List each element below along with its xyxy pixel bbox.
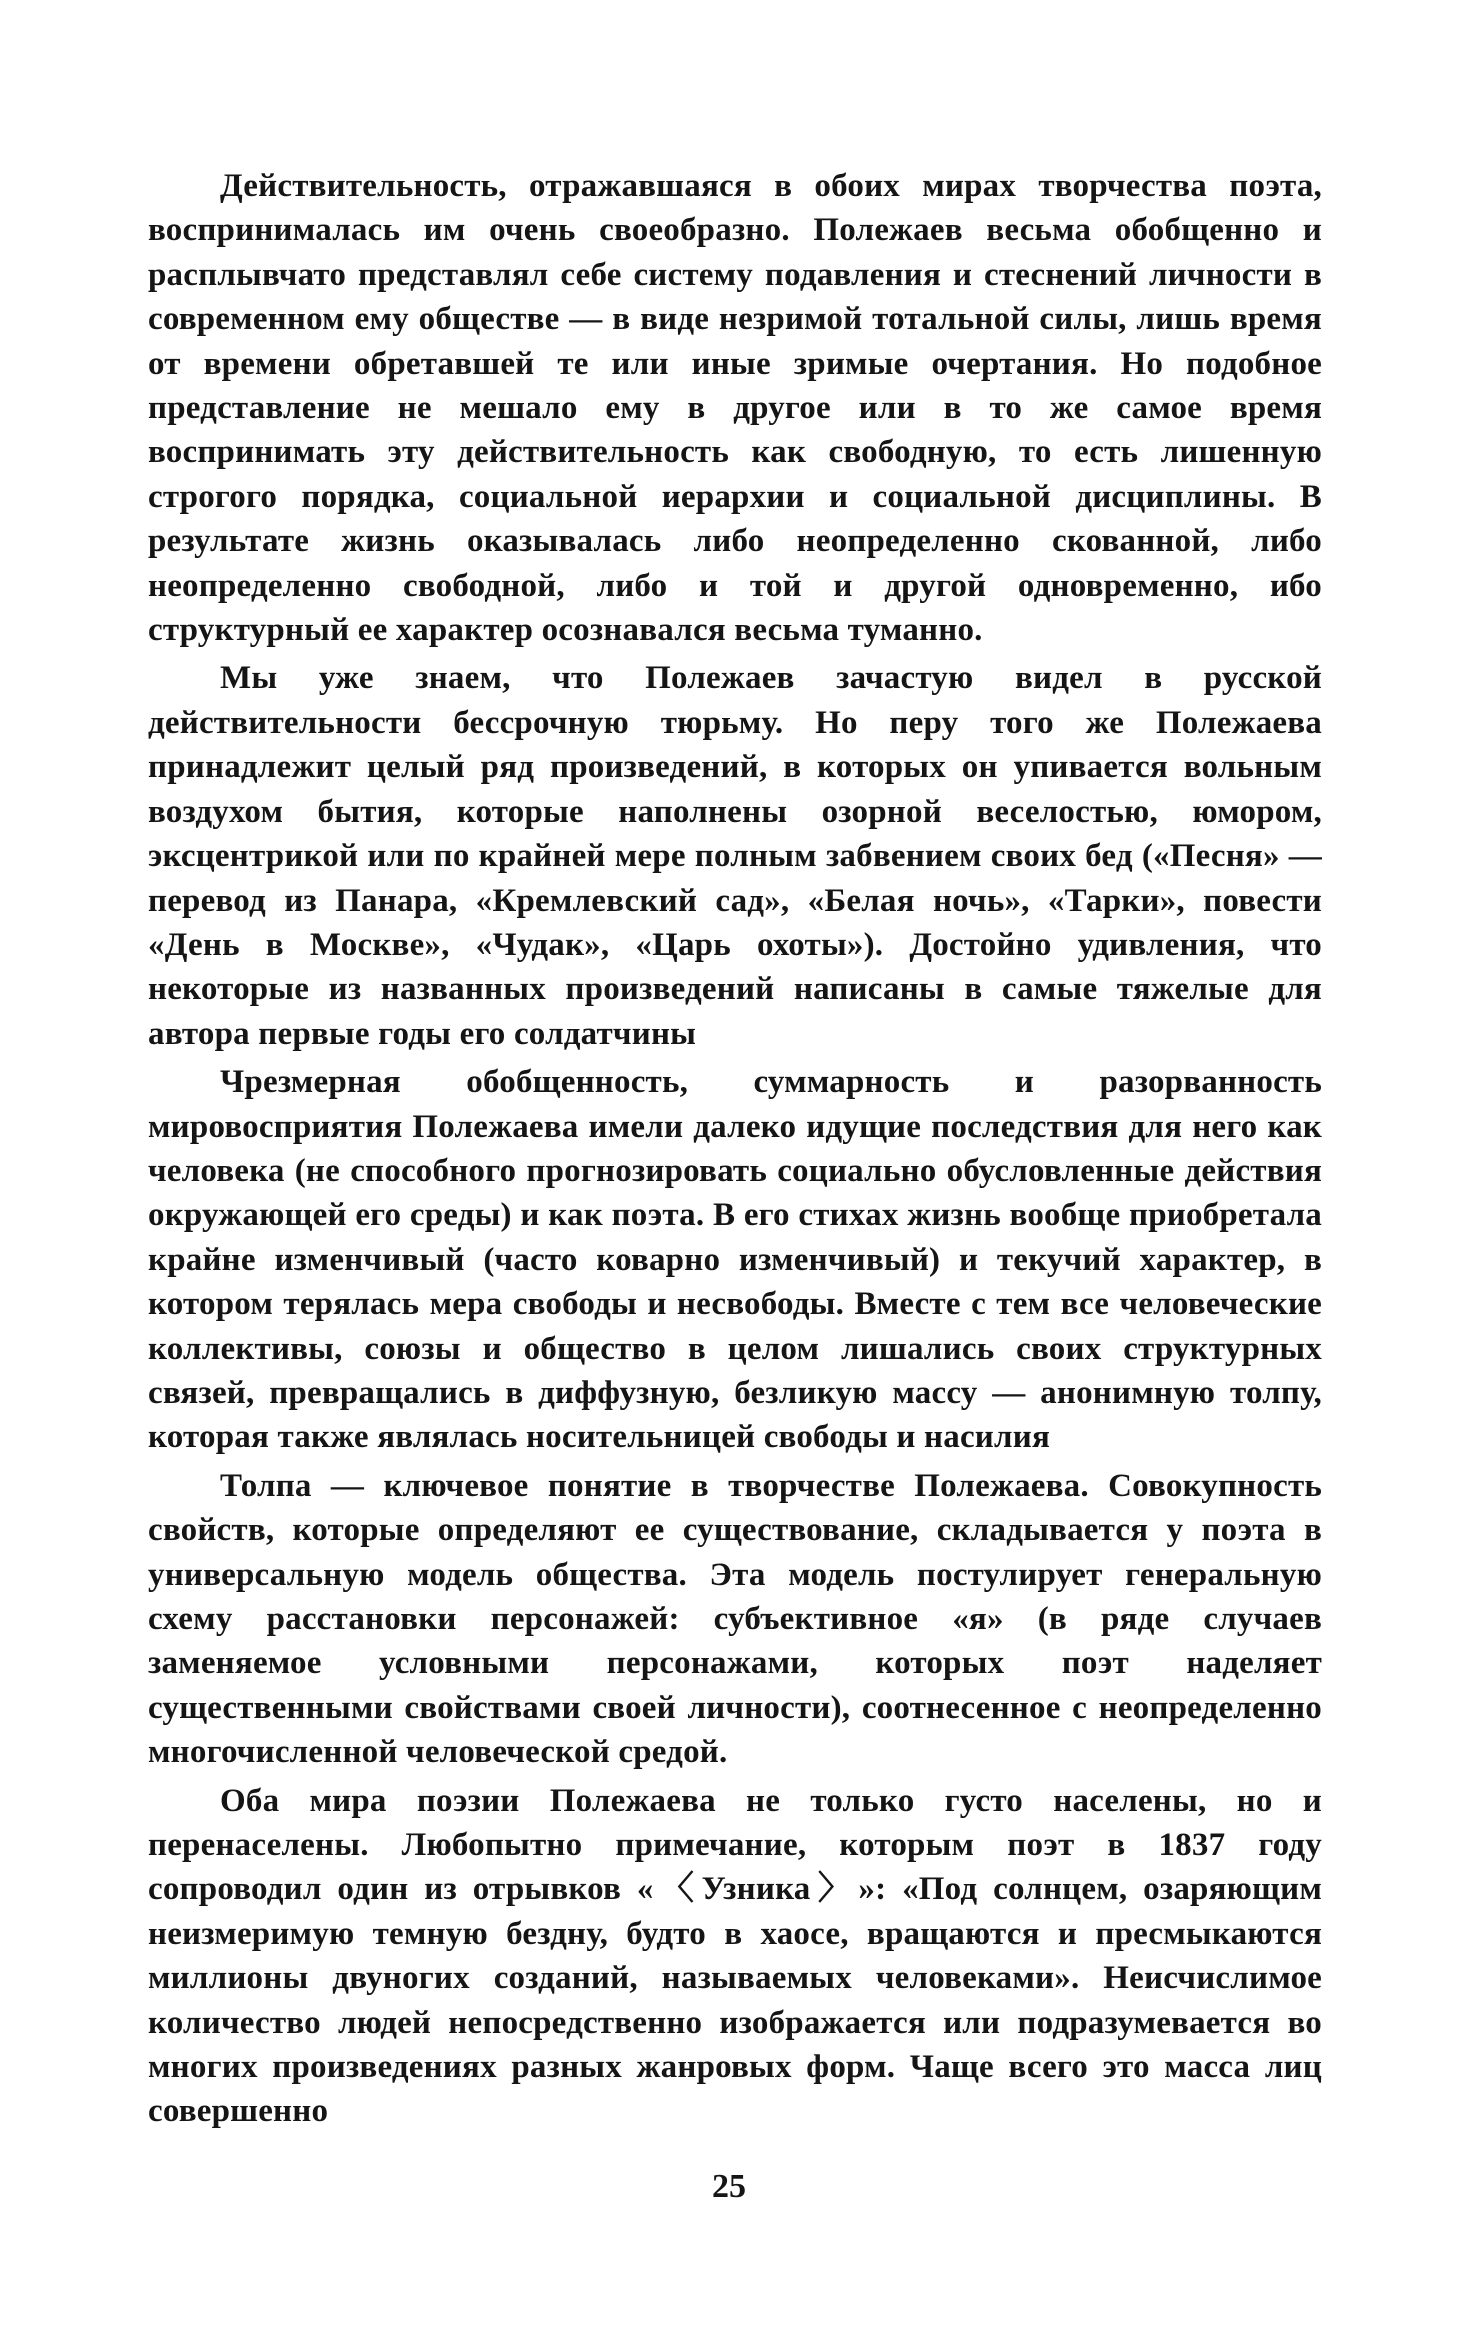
paragraph: Мы уже знаем, что Полежаев зачастую видел в русской действительности бессрочную тюрьму. Но перу того же Полежаева принадлежит целый ряд произведений, в которых он упивается вольным воздухом бытия, которые наполнены озорной веселостью, юмором, эксцентрикой или по крайней мере полным забвением своих бед («Песня» — перевод из Панара, «Кремлевский сад», «Белая ночь», «Тарки», повести «День в Москве», «Чудак», «Царь охоты»). Достойно удивления, что некоторые из названных произведений написаны в самые тяжелые для автора первые годы его солдатчины (148, 660, 1322, 1052)
page-number: 25 (712, 2168, 746, 2205)
paragraph: Толпа — ключевое понятие в творчестве Полежаева. Совокупность свойств, которые определяют ее существование, складывается у поэта в универсальную модель общества. Эта модель постулирует генеральную схему расстановки персонажей: субъективное «я» (в ряде случаев заменяемое условными персонажами, которых поэт наделяет существенными свойствами своей личности), соотнесенное с неопределенно многочисленной человеческой средой. (148, 1467, 1322, 1771)
paragraph: Действительность, отражавшаяся в обоих мирах творчества поэта, воспринималась им очень своеобразно. Полежаев весьма обобщенно и расплывчато представлял себе систему подавления и стеснений личности в современном ему обществе — в виде незримой тотальной силы, лишь время от времени обретавшей те или иные зримые очертания. Но подобное представление не мешало ему в другое или в то же самое время воспринимать эту действительность как свободную, то есть лишенную строгого порядка, социальной иерархии и социальной дисциплины. В результате жизнь оказывалась либо неопределенно скованной, либо неопределенно свободной, либо и той и другой одновременно, ибо структурный ее характер осознавался весьма туманно. (148, 168, 1322, 649)
body-text (148, 164, 1322, 2138)
paragraph: Оба мира поэзии Полежаева не только густо населены, но и перенаселены. Любопытно примечание, которым поэт в 1837 году сопроводил один из отрывков «〈Узника〉»: «Под солнцем, озаряющим неизмеримую темную бездну, будто в хаосе, вращаются и пресмыкаются миллионы двуногих созданий, называемых человеками». Неисчислимое количество людей непосредственно изображается или подразумевается во многих произведениях разных жанровых форм. Чаще всего это масса лиц совершенно (148, 1782, 1322, 2130)
paragraph: Чрезмерная обобщенность, суммарность и разорванность мировосприятия Полежаева имели далеко идущие последствия для него как человека (не способного прогнозировать социально обусловленные действия окружающей его среды) и как поэта. В его стихах жизнь вообще приобретала крайне изменчивый (часто коварно изменчивый) и текучий характер, в котором терялась мера свободы и несвободы. Вместе с тем все человеческие коллективы, союзы и общество в целом лишались своих структурных связей, превращались в диффузную, безликую массу — анонимную толпу, которая также являлась носительницей свободы и насилия (148, 1064, 1322, 1456)
